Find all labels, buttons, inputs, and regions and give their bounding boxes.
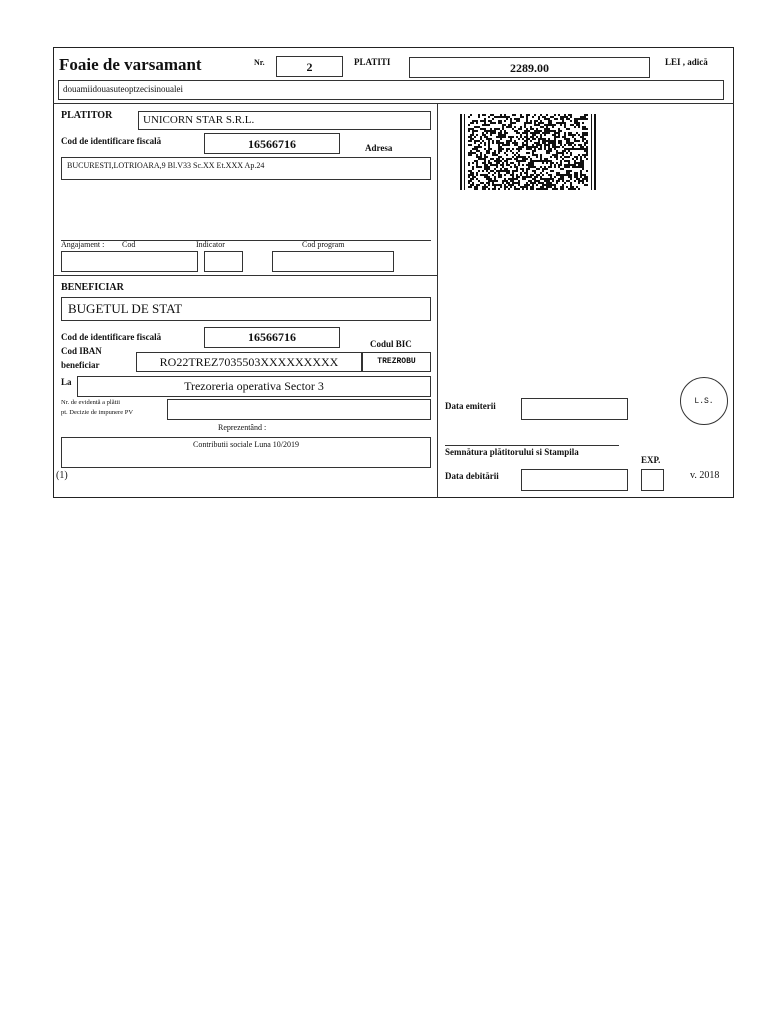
bic-label: Codul BIC xyxy=(370,339,412,349)
evidenta-label-line2: pt. Decizie de impunere PV xyxy=(61,409,134,416)
beneficiar-cif-field[interactable] xyxy=(204,327,340,348)
la-label: La xyxy=(61,377,72,387)
data-emiterii-field[interactable] xyxy=(521,398,628,420)
reprezentand-field[interactable] xyxy=(61,437,431,468)
platitor-cif-value: 16566716 xyxy=(248,137,296,151)
form-title: Foaie de varsamant xyxy=(59,55,202,74)
cod-field[interactable] xyxy=(61,251,198,272)
nr-label: Nr. xyxy=(254,58,265,67)
iban-field[interactable] xyxy=(136,352,362,372)
currency-label: LEI , adică xyxy=(665,57,708,67)
amount-value: 2289.00 xyxy=(510,61,549,75)
cod-program-label: Cod program xyxy=(302,240,345,249)
reprezentand-value: Contributii sociale Luna 10/2019 xyxy=(193,440,299,449)
exp-label: EXP. xyxy=(641,455,661,465)
data-emiterii-label: Data emiterii xyxy=(445,401,496,411)
beneficiar-name-value: BUGETUL DE STAT xyxy=(68,301,183,316)
amount-words-value: douamiidouasuteoptzecisinoualei xyxy=(63,84,183,94)
evidenta-field[interactable] xyxy=(167,399,431,420)
platitor-name-field[interactable] xyxy=(138,111,431,130)
nr-field[interactable] xyxy=(276,56,343,77)
footnote-marker: (1) xyxy=(56,470,68,481)
indicator-field[interactable] xyxy=(204,251,243,272)
angajament-line xyxy=(61,240,431,241)
platitor-cif-label: Cod de identificare fiscală xyxy=(61,136,162,146)
cod-label: Cod xyxy=(122,240,136,249)
nr-value: 2 xyxy=(306,60,313,74)
exp-field[interactable] xyxy=(641,469,664,491)
ls-label: L.S. xyxy=(694,396,714,406)
iban-value: RO22TREZ7035503XXXXXXXXX xyxy=(159,355,339,369)
platiti-label: PLATITI xyxy=(354,57,391,67)
indicator-label: Indicator xyxy=(196,240,225,249)
version-label: v. 2018 xyxy=(690,470,720,481)
header-divider xyxy=(53,103,734,104)
platitor-name-value: UNICORN STAR S.R.L. xyxy=(143,114,255,126)
amount-field[interactable] xyxy=(409,57,650,78)
evidenta-label-line1: Nr. de evidentă a plătii xyxy=(61,399,121,406)
la-value: Trezoreria operativa Sector 3 xyxy=(184,379,324,393)
section-divider xyxy=(53,275,437,276)
platitor-label: PLATITOR xyxy=(61,110,113,121)
barcode-image xyxy=(460,114,596,190)
bic-value: TREZROBU xyxy=(377,357,416,366)
cod-program-field[interactable] xyxy=(272,251,394,272)
amount-words-field[interactable] xyxy=(58,80,724,100)
platitor-cif-field[interactable] xyxy=(204,133,340,154)
beneficiar-cif-label: Cod de identificare fiscală xyxy=(61,332,162,342)
beneficiar-label: BENEFICIAR xyxy=(61,282,124,293)
bic-field[interactable] xyxy=(362,352,431,372)
beneficiar-cif-value: 16566716 xyxy=(248,330,296,344)
beneficiar-name-field[interactable] xyxy=(61,297,431,321)
reprezentand-label: Reprezentând : xyxy=(218,423,267,432)
iban-label-line1: Cod IBAN xyxy=(61,346,102,356)
signature-line xyxy=(445,445,619,446)
iban-label-line2: beneficiar xyxy=(61,360,100,370)
address-field[interactable] xyxy=(61,157,431,180)
data-debitarii-label: Data debitării xyxy=(445,471,499,481)
semnatura-label: Semnătura plătitorului si Stampila xyxy=(445,447,579,457)
la-field[interactable] xyxy=(77,376,431,397)
address-label: Adresa xyxy=(365,143,393,153)
column-divider xyxy=(437,103,438,498)
data-debitarii-field[interactable] xyxy=(521,469,628,491)
address-value: BUCURESTI,LOTRIOARA,9 Bl.V33 Sc.XX Et.XXX Ap.24 xyxy=(67,161,265,170)
ls-stamp-circle xyxy=(680,377,728,425)
angajament-label: Angajament : xyxy=(61,240,105,249)
